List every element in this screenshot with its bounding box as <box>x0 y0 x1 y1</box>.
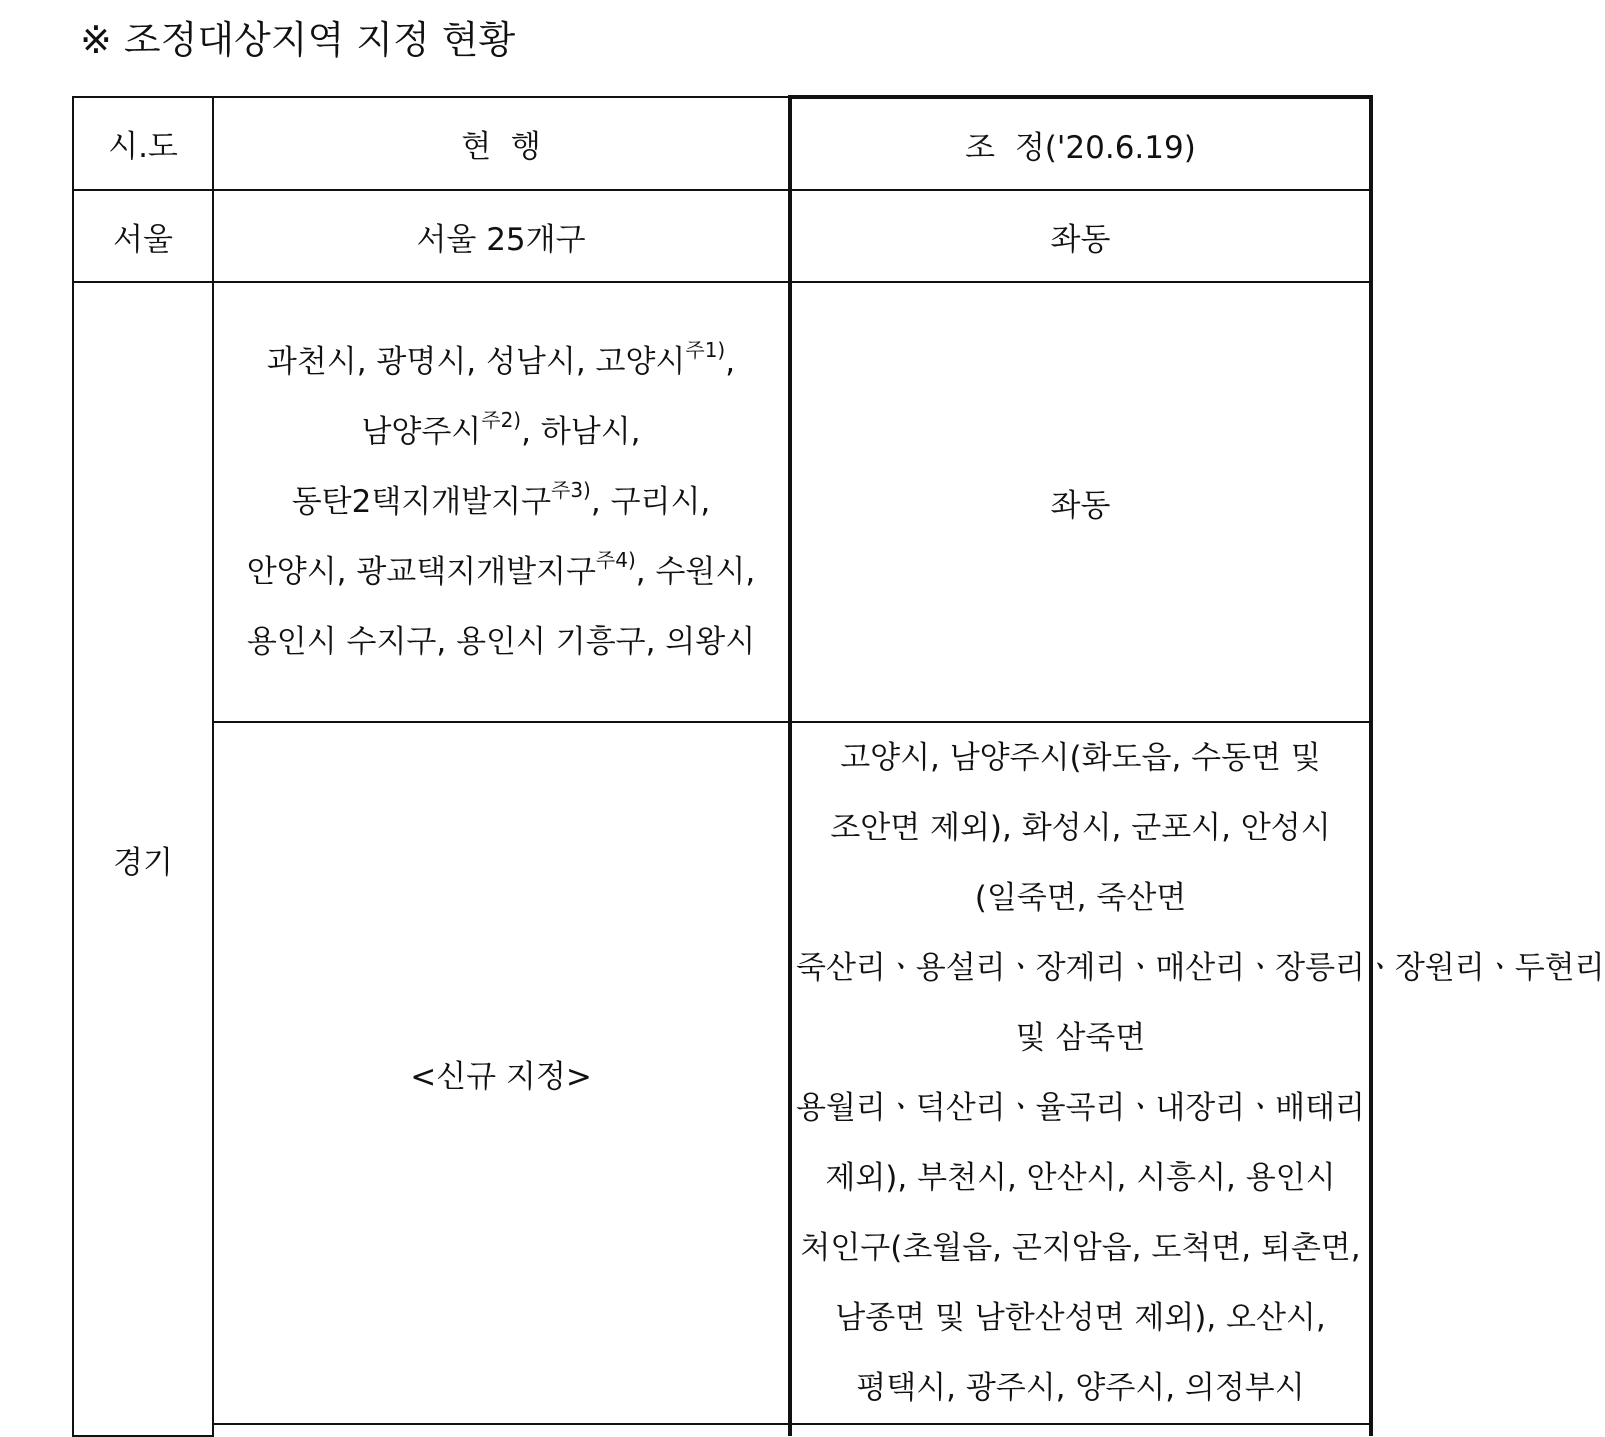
seoul-current: 서울 25개구 <box>213 190 790 282</box>
gyeonggi-current-text <box>214 327 788 677</box>
current-text-part: , 하남시, 동탄2택지개발지구 <box>291 414 641 520</box>
gyeonggi-region: 경기 <box>73 282 213 1436</box>
seoul-adjusted: 좌동 <box>790 190 1371 282</box>
table-row-continuation <box>73 1424 1371 1436</box>
table-header-row <box>73 97 1371 190</box>
current-text-part: , 구리시, <box>590 484 711 520</box>
footnote-mark: 주2) <box>481 407 522 432</box>
table-row-gyeonggi-current <box>73 282 1371 722</box>
header-region: 시.도 <box>73 97 213 190</box>
footnote-mark: 주3) <box>551 477 591 502</box>
seoul-region: 서울 <box>73 190 213 282</box>
table-row-seoul <box>73 190 1371 282</box>
gyeonggi-new-label: <신규 지정> <box>213 722 790 1424</box>
header-current <box>213 97 790 190</box>
page-title: ※ 조정대상지역 지정 현황 <box>80 18 516 62</box>
header-adjusted <box>790 97 1371 190</box>
gyeonggi-current <box>213 282 790 722</box>
current-text-part: 안양시, 광교택지개발지구 <box>246 554 596 590</box>
footnote-mark: 주4) <box>595 547 636 572</box>
continuation-cell <box>213 1424 790 1436</box>
gyeonggi-adjusted-current: 좌동 <box>790 282 1371 722</box>
continuation-cell <box>790 1424 1371 1436</box>
current-text-part: , 남양주시 <box>361 344 736 450</box>
designation-table <box>72 95 1605 1437</box>
gyeonggi-new-areas-text: 고양시, 남양주시(화도읍, 수동면 및 조안면 제외), 화성시, 군포시, 안성시(일죽면, 죽산면 죽산리ㆍ용설리ㆍ장계리ㆍ매산리ㆍ장릉리ㆍ장원리ㆍ두현리 및 삼죽면 용월리ㆍ덕산리ㆍ율곡리ㆍ내장리ㆍ배태리 제외), 부천시, 안산시, 시흥시, 용인시 처인구(초월읍, 곤지암읍, 도척면, 퇴촌면, 남종면 및 남한산성면 제외), 오산시, 평택시, 광주시, 양주시, 의정부시 <box>796 740 1605 1406</box>
header-adjusted-label: 조 정('20.6.19) <box>965 129 1196 166</box>
gyeonggi-new-areas <box>790 722 1605 1424</box>
table-row-gyeonggi-new <box>73 722 1371 1424</box>
footnote-mark: 주1) <box>685 337 726 362</box>
header-current-label: 현 행 <box>461 129 541 165</box>
current-text-part: 과천시, 광명시, 성남시, 고양시 <box>266 344 686 380</box>
current-text-part: , 수원시, 용인시 수지구, 용인시 기흥구, 의왕시 <box>246 554 756 660</box>
